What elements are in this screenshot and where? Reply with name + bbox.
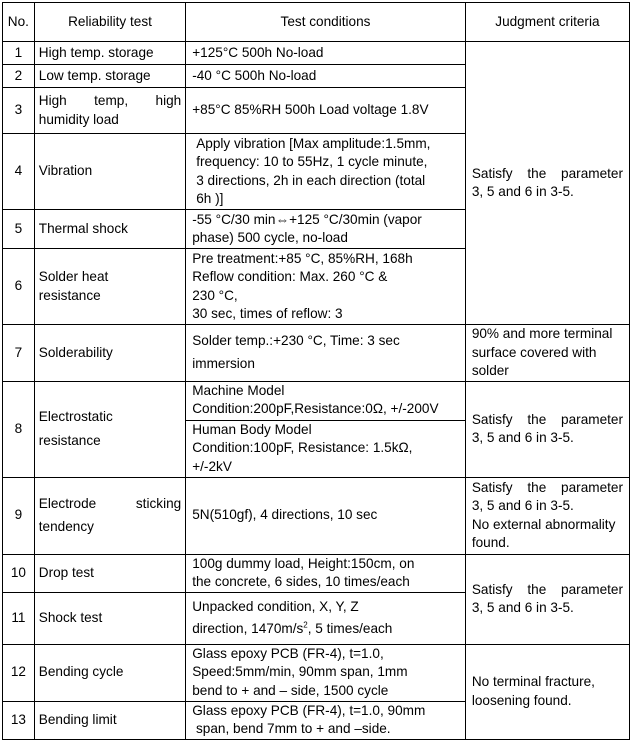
row-test: Bending limit [34,701,185,739]
row-conditions: Glass epoxy PCB (FR-4), t=1.0, Speed:5mm/min, 90mm span, 1mm bend to + and – side, 1500 cycle [186,644,466,701]
row-test: Solder heat resistance [34,249,185,325]
row-no: 12 [3,644,35,701]
machine-model-conditions: Machine Model Condition:200pF,Resistance:0Ω, +/-200V [192,382,439,417]
row-no: 11 [3,592,35,644]
criteria-cell: Satisfy the parameter 3, 5 and 6 in 3-5. [465,381,629,477]
table-row [3,477,630,554]
row-test: Vibration [34,134,185,210]
row-conditions [186,381,466,477]
row-conditions: Solder temp.:+230 °C, Time: 3 sec immersion [186,325,466,382]
row-no: 5 [3,210,35,249]
row-test: Shock test [34,592,185,644]
row-test: Thermal shock [34,210,185,249]
criteria-cell: Satisfy the parameter 3, 5 and 6 in 3-5. [465,554,629,644]
row-no: 9 [3,477,35,554]
row-conditions: +125°C 500h No-load [186,42,466,65]
row-no: 6 [3,249,35,325]
table-row [3,325,630,382]
row-test: Low temp. storage [34,65,185,88]
row-no: 7 [3,325,35,382]
row-no: 4 [3,134,35,210]
row-conditions: Glass epoxy PCB (FR-4), t=1.0, 90mm span, bend 7mm to + and –side. [186,701,466,739]
reliability-table [2,2,630,740]
human-body-model-conditions: Human Body Model Condition:100pF, Resistance: 1.5kΩ, +/-2kV [186,420,465,477]
criteria-cell: No terminal fracture, loosening found. [465,644,629,739]
superscript-two: 2 [303,620,308,630]
table-row [3,554,630,592]
table-row [3,42,630,65]
row-no: 13 [3,701,35,739]
row-test: Bending cycle [34,644,185,701]
row-conditions: Apply vibration [Max amplitude:1.5mm, frequency: 10 to 55Hz, 1 cycle minute, 3 directions, 2h in each direction (total 6h )] [186,134,466,210]
criteria-cell: 90% and more terminal surface covered with solder [465,325,629,382]
header-criteria: Judgment criteria [465,3,629,42]
row-test: Electrode sticking tendency [34,477,185,554]
row-conditions: Unpacked condition, X, Y, Z direction, $1470m/s^2$, 5 times/each [186,592,466,644]
table-row [3,644,630,701]
criteria-cell: Satisfy the parameter 3, 5 and 6 in 3-5. No external abnormality found. [465,477,629,554]
row-conditions: -55 °C/30 min⇔+125 °C/30min (vapor phase) 500 cycle, no-load [186,210,466,249]
row-test: Electrostatic resistance [34,381,185,477]
row-test: Drop test [34,554,185,592]
row-test: Solderability [34,325,185,382]
row-test: High temp. storage [34,42,185,65]
header-conditions: Test conditions [186,3,466,42]
row-conditions: -40 °C 500h No-load [186,65,466,88]
row-conditions: 100g dummy load, Height:150cm, on the concrete, 6 sides, 10 times/each [186,554,466,592]
row-conditions: +85°C 85%RH 500h Load voltage 1.8V [186,88,466,134]
header-no: No. [3,3,35,42]
row-no: 2 [3,65,35,88]
row-conditions: Pre treatment:+85 °C, 85%RH, 168h Reflow condition: Max. 260 °C & 230 °C, 30 sec, times of reflow: 3 [186,249,466,325]
table-row [3,381,630,477]
row-no: 8 [3,381,35,477]
row-conditions: 5N(510gf), 4 directions, 10 sec [186,477,466,554]
row-no: 3 [3,88,35,134]
criteria-cell: Satisfy the parameter 3, 5 and 6 in 3-5. [465,42,629,325]
header-test: Reliability test [34,3,185,42]
row-no: 1 [3,42,35,65]
row-no: 10 [3,554,35,592]
row-test: High temp, high humidity load [34,88,185,134]
header-row [3,3,630,42]
